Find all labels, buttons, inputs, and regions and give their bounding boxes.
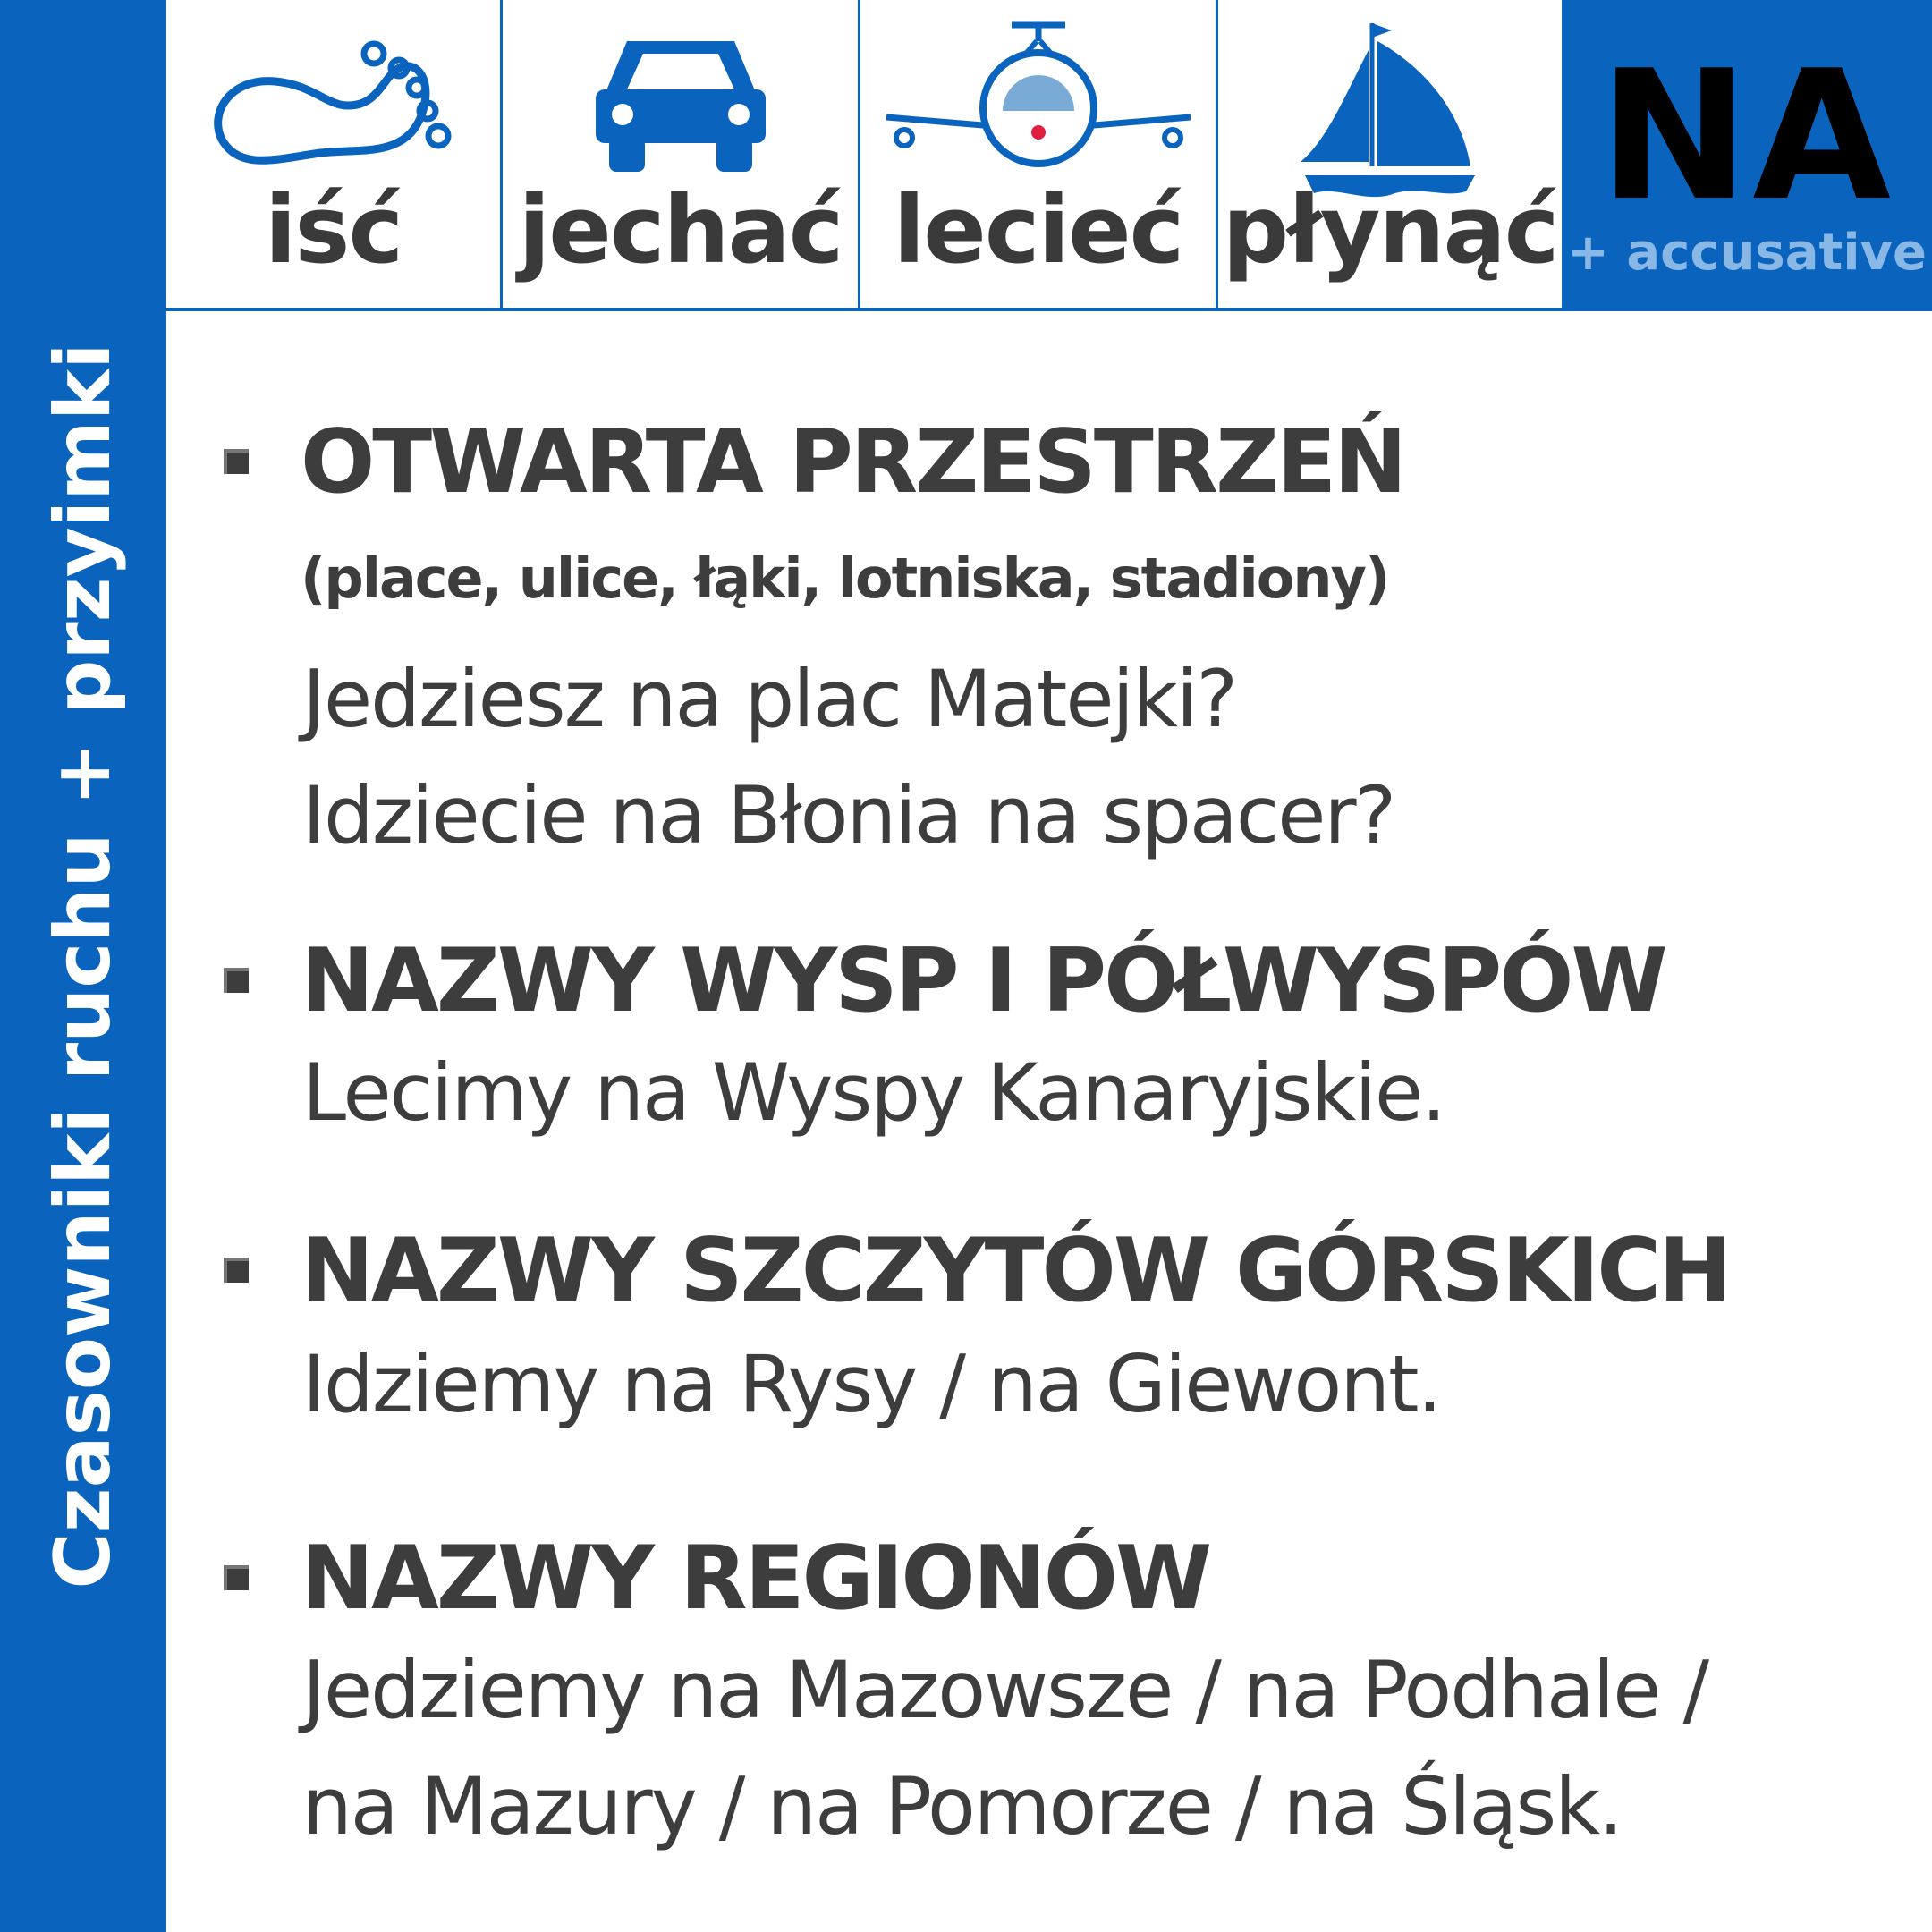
case-label: + accusative (1566, 224, 1928, 282)
car-icon (503, 14, 858, 175)
footprint-icon (166, 14, 500, 175)
bullet-icon (224, 1565, 249, 1590)
verb-cell-isc (166, 0, 503, 308)
example-line: Jedziesz na plac Matejki? (302, 653, 1237, 745)
bullet-icon (224, 449, 249, 474)
section-subheading: (place, ulice, łąki, lotniska, stadiony) (301, 546, 1389, 611)
bullet-icon (224, 968, 249, 993)
section-heading: OTWARTA PRZESTRZEŃ (301, 411, 1405, 513)
preposition-box (1562, 0, 1932, 311)
sidebar-title: Czasowniki ruchu + przyimki (38, 343, 128, 1589)
airplane-icon (860, 14, 1216, 175)
example-line: na Mazury / na Pomorze / na Śląsk. (302, 1760, 1623, 1852)
verb-label: iść (264, 175, 402, 284)
sidebar (0, 0, 166, 1932)
verb-label: lecieć (893, 175, 1183, 284)
section-heading: NAZWY SZCZYTÓW GÓRSKICH (301, 1220, 1730, 1322)
sailboat-icon (1218, 14, 1562, 202)
verb-cell-plynac (1218, 0, 1562, 308)
section-heading: NAZWY WYSP I PÓŁWYSPÓW (301, 930, 1665, 1032)
header-divider (166, 308, 1562, 311)
bullet-icon (224, 1258, 249, 1283)
preposition-label: NA (1598, 32, 1895, 241)
example-line: Idziecie na Błonia na spacer? (302, 769, 1395, 861)
verb-label: płynąć (1222, 175, 1558, 284)
verb-cell-leciec (860, 0, 1218, 308)
example-line: Lecimy na Wyspy Kanaryjskie. (302, 1046, 1445, 1139)
example-line: Jedziemy na Mazowsze / na Podhale / (302, 1644, 1708, 1736)
verb-cell-jechac (503, 0, 860, 308)
verb-label: jechać (518, 175, 843, 284)
example-line: Idziemy na Rysy / na Giewont. (302, 1338, 1441, 1430)
section-heading: NAZWY REGIONÓW (301, 1528, 1210, 1630)
